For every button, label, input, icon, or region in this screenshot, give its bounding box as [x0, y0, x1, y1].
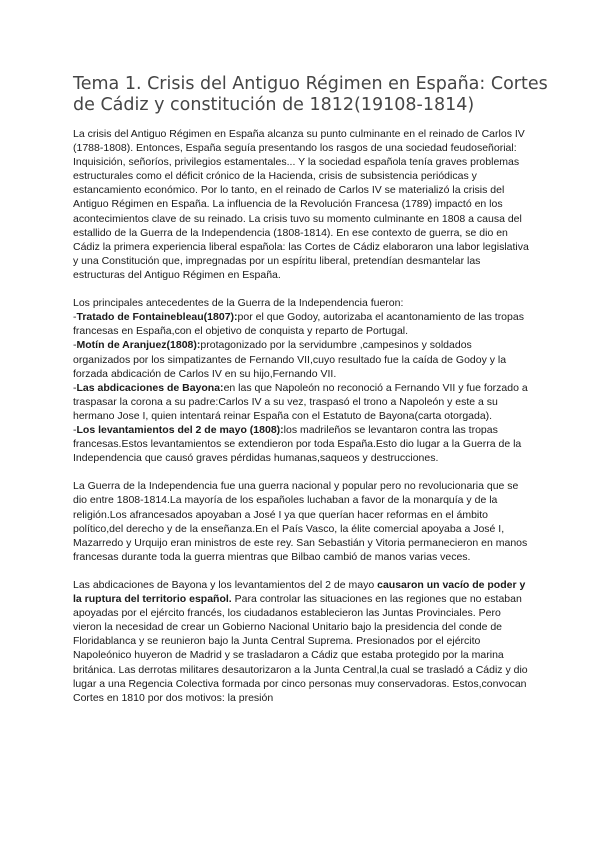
antecedente-item	[73, 339, 506, 379]
item-term: Tratado de Fontainebleau(1807):	[76, 311, 238, 324]
item-prefix: -	[73, 311, 77, 324]
vacio-after: Para controlar las situaciones en las regiones que no estaban apoyadas por el ejército francés, los ciudadanos establecieron las Juntas Provinciales. Pero vieron la necesidad de crear un Gobierno Nacional Unitario bajo la presidencia del conde de Floridablanca y se reunieron bajo la Junta Central Suprema. Presionados por el ejército Napoleónico huyeron de Madrid y se trasladaron a Cádiz que estaba protegido por la marina británica. Las derrotas militares desautorizaron a la Junta Central,la cual se trasladó a Cádiz y dio lugar a una Regencia Colectiva formada por cinco personas muy conservadoras. Estos,convocan Cortes en 1810 por dos motivos: la presión	[73, 593, 528, 704]
item-text: protagonizado por la servidumbre ,campesinos y soldados organizados por los simpatizantes de Fernando VII,cuyo resultado fue la caída de Godoy y la forzada abdicación de Carlos IV en su hijo,Fernando VII.	[73, 339, 507, 380]
vacio-paragraph	[73, 578, 529, 705]
item-term: Las abdicaciones de Bayona:	[76, 381, 224, 394]
antecedentes-paragraph	[73, 296, 529, 465]
intro-paragraph: La crisis del Antiguo Régimen en España alcanza su punto culminante en el reinado de Carlos IV (1788-1808). Entonces, España seguía presentando los rasgos de una sociedad feudoseñorial: Inquisición, señoríos, privilegios estamentales... Y la sociedad española tenía graves problemas estructurales como el déficit crónico de la Hacienda, crisis de subsistencia periódicas y estancamiento económico. Por lo tanto, en el reinado de Carlos IV se materializó la crisis del Antiguo Régimen en España. La influencia de la Revolución Francesa (1789) impactó en los acontecimientos clave de su reinado. La crisis tuvo su momento culminante en 1808 a causa del estallido de la Guerra de la Independencia (1808-1814). En ese contexto de guerra, se dio en Cádiz la primera experiencia liberal española: las Cortes de Cádiz elaboraron una labor legislativa y una Constitución que, impregnadas por un espíritu liberal, pretendían desmantelar las estructuras del Antiguo Régimen en España.	[73, 128, 529, 281]
item-term: Motín de Aranjuez(1808):	[76, 339, 201, 352]
document-title: Tema 1. Crisis del Antiguo Régimen en España: Cortes de Cádiz y constitución de 1812(19108-1814)	[73, 74, 548, 115]
antecedente-item	[73, 382, 528, 422]
item-text: en las que Napoleón no reconoció a Fernando VII y fue forzado a traspasar la corona a su padre:Carlos IV a su vez, traspasó el trono a Napoleón y este a su hermano Jose I, quien intentará reinar España con el Estatuto de Bayona(carta otorgada).	[73, 381, 528, 422]
vacio-bold: causaron un vacío de poder y la ruptura del territorio español.	[73, 579, 526, 606]
vacio-before: Las abdicaciones de Bayona y los levantamientos del 2 de mayo	[73, 579, 378, 591]
item-prefix: -	[73, 339, 77, 352]
document-body	[73, 127, 529, 719]
guerra-paragraph: La Guerra de la Independencia fue una guerra nacional y popular pero no revolucionaria que se dio entre 1808-1814.La mayoría de los españoles luchaban a favor de la monarquía y de la religión.Los afrancesados apoyaban a José I ya que querían hacer reformas en el ámbito político,del derecho y de la enseñanza.En el País Vasco, la élite comercial apoyaba a José I, Mazarredo y Urquijo eran ministros de este rey. San Sebastián y Vitoria permanecieron en manos francesas durante toda la guerra mientras que Bilbao cambió de manos varias veces.	[73, 480, 528, 563]
item-prefix: -	[73, 381, 77, 394]
item-term: Los levantamientos del 2 de mayo (1808):	[76, 423, 284, 436]
antecedentes-heading: Los principales antecedentes de la Guerra de la Independencia fueron:	[73, 297, 404, 310]
antecedente-item	[73, 311, 524, 337]
item-text: por el que Godoy, autorizaba el acantonamiento de las tropas francesas en España,con el objetivo de conquista y reparto de Portugal.	[73, 311, 524, 338]
antecedente-item	[73, 424, 521, 464]
item-prefix: -	[73, 423, 77, 436]
item-text: los madrileños se levantaron contra las tropas francesas.Estos levantamientos se extendieron por toda España.Esto dio lugar a la Guerra de la Independencia que causó graves pérdidas humanas,saqueos y destrucciones.	[73, 423, 522, 465]
